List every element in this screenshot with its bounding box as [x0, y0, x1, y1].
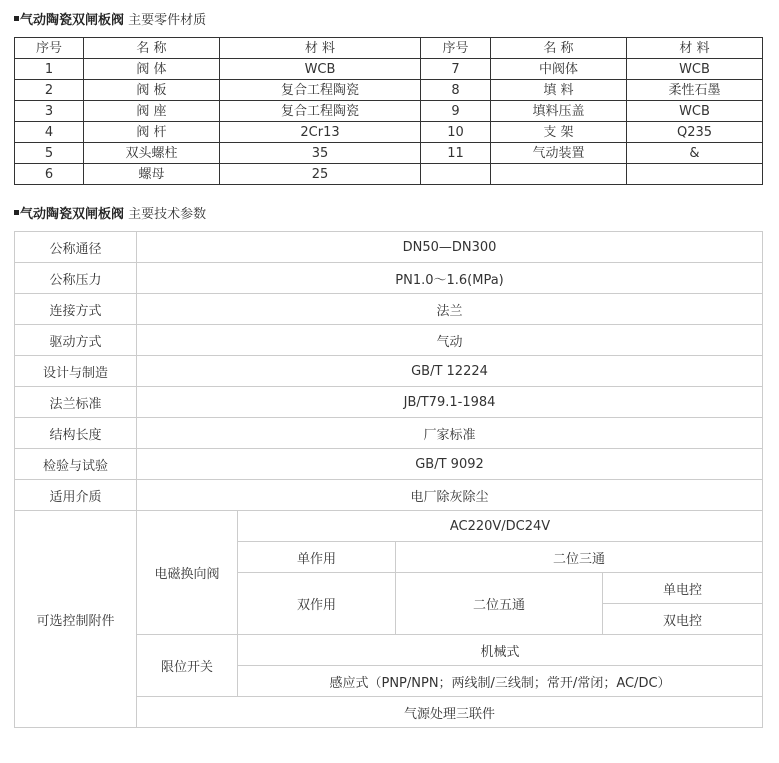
spec-label: 法兰标准: [15, 387, 137, 418]
cell: 25: [220, 164, 421, 185]
bullet-icon: [14, 210, 19, 215]
cell: 填 料: [491, 80, 627, 101]
single-acting-label: 单作用: [238, 542, 396, 573]
cell: WCB: [220, 59, 421, 80]
cell: 中阀体: [491, 59, 627, 80]
cell: 8: [421, 80, 491, 101]
cell: 2Cr13: [220, 122, 421, 143]
parts-title-bold: 气动陶瓷双闸板阀: [20, 13, 125, 28]
cell: WCB: [627, 101, 763, 122]
cell: 4: [15, 122, 84, 143]
spec-value: GB/T 12224: [137, 356, 763, 387]
cell: 阀 杆: [84, 122, 220, 143]
accessory-row: [15, 511, 763, 542]
solenoid-voltage: AC220V/DC24V: [238, 511, 763, 542]
cell: 9: [421, 101, 491, 122]
spec-row: [15, 232, 763, 263]
spec-value: PN1.0～1.6(MPa): [137, 263, 763, 294]
spec-label: 公称通径: [15, 232, 137, 263]
limit-switch-inductive: 感应式（PNP/NPN；两线制/三线制；常开/常闭；AC/DC）: [238, 666, 763, 697]
spec-row: [15, 294, 763, 325]
parts-section-title: [14, 12, 206, 30]
accessories-label: 可选控制附件: [15, 511, 137, 728]
double-acting-label: 双作用: [238, 573, 396, 635]
cell: 3: [15, 101, 84, 122]
header-material: 材 料: [220, 38, 421, 59]
cell: [627, 164, 763, 185]
specs-table: [14, 231, 763, 728]
cell: 10: [421, 122, 491, 143]
cell: 1: [15, 59, 84, 80]
cell: 螺母: [84, 164, 220, 185]
table-row: [15, 122, 763, 143]
parts-title-rest: 主要零件材质: [128, 13, 207, 28]
limit-switch-label: 限位开关: [137, 635, 238, 697]
cell: 柔性石墨: [627, 80, 763, 101]
limit-switch-mechanical: 机械式: [238, 635, 763, 666]
spec-row: [15, 325, 763, 356]
spec-row: [15, 356, 763, 387]
air-source-treatment: 气源处理三联件: [137, 697, 763, 728]
cell: 5: [15, 143, 84, 164]
spec-label: 公称压力: [15, 263, 137, 294]
parts-table: [14, 37, 763, 185]
spec-row: [15, 418, 763, 449]
single-control-label: 单电控: [603, 573, 763, 604]
double-acting-value: 二位五通: [396, 573, 603, 635]
table-row: [15, 143, 763, 164]
double-control-label: 双电控: [603, 604, 763, 635]
spec-value: JB/T79.1-1984: [137, 387, 763, 418]
cell: 6: [15, 164, 84, 185]
parts-header-row: [15, 38, 763, 59]
bullet-icon: [14, 16, 19, 21]
cell: 阀 体: [84, 59, 220, 80]
spec-row: [15, 387, 763, 418]
header-index: 序号: [15, 38, 84, 59]
specs-title-rest: 主要技术参数: [128, 207, 207, 222]
spec-row: [15, 480, 763, 511]
spec-label: 驱动方式: [15, 325, 137, 356]
cell: [491, 164, 627, 185]
spec-value: 电厂除灰除尘: [137, 480, 763, 511]
cell: Q235: [627, 122, 763, 143]
spec-value: 法兰: [137, 294, 763, 325]
table-row: [15, 59, 763, 80]
specs-section-title: [14, 206, 206, 224]
spec-value: DN50—DN300: [137, 232, 763, 263]
spec-value: 厂家标准: [137, 418, 763, 449]
cell: 7: [421, 59, 491, 80]
cell: 35: [220, 143, 421, 164]
cell: 阀 座: [84, 101, 220, 122]
cell: WCB: [627, 59, 763, 80]
cell: 复合工程陶瓷: [220, 101, 421, 122]
spec-row: [15, 449, 763, 480]
spec-label: 适用介质: [15, 480, 137, 511]
spec-row: [15, 263, 763, 294]
table-row: [15, 80, 763, 101]
cell: &: [627, 143, 763, 164]
header-index: 序号: [421, 38, 491, 59]
cell: 支 架: [491, 122, 627, 143]
cell: 双头螺柱: [84, 143, 220, 164]
solenoid-valve-label: 电磁换向阀: [137, 511, 238, 635]
cell: 11: [421, 143, 491, 164]
table-row: [15, 101, 763, 122]
specs-title-bold: 气动陶瓷双闸板阀: [20, 207, 125, 222]
header-name: 名 称: [84, 38, 220, 59]
cell: 气动装置: [491, 143, 627, 164]
header-name: 名 称: [491, 38, 627, 59]
spec-label: 检验与试验: [15, 449, 137, 480]
cell: 填料压盖: [491, 101, 627, 122]
spec-value: GB/T 9092: [137, 449, 763, 480]
cell: [421, 164, 491, 185]
spec-label: 设计与制造: [15, 356, 137, 387]
cell: 阀 板: [84, 80, 220, 101]
header-material: 材 料: [627, 38, 763, 59]
table-row: [15, 164, 763, 185]
single-acting-value: 二位三通: [396, 542, 763, 573]
spec-value: 气动: [137, 325, 763, 356]
spec-label: 连接方式: [15, 294, 137, 325]
cell: 2: [15, 80, 84, 101]
spec-label: 结构长度: [15, 418, 137, 449]
cell: 复合工程陶瓷: [220, 80, 421, 101]
